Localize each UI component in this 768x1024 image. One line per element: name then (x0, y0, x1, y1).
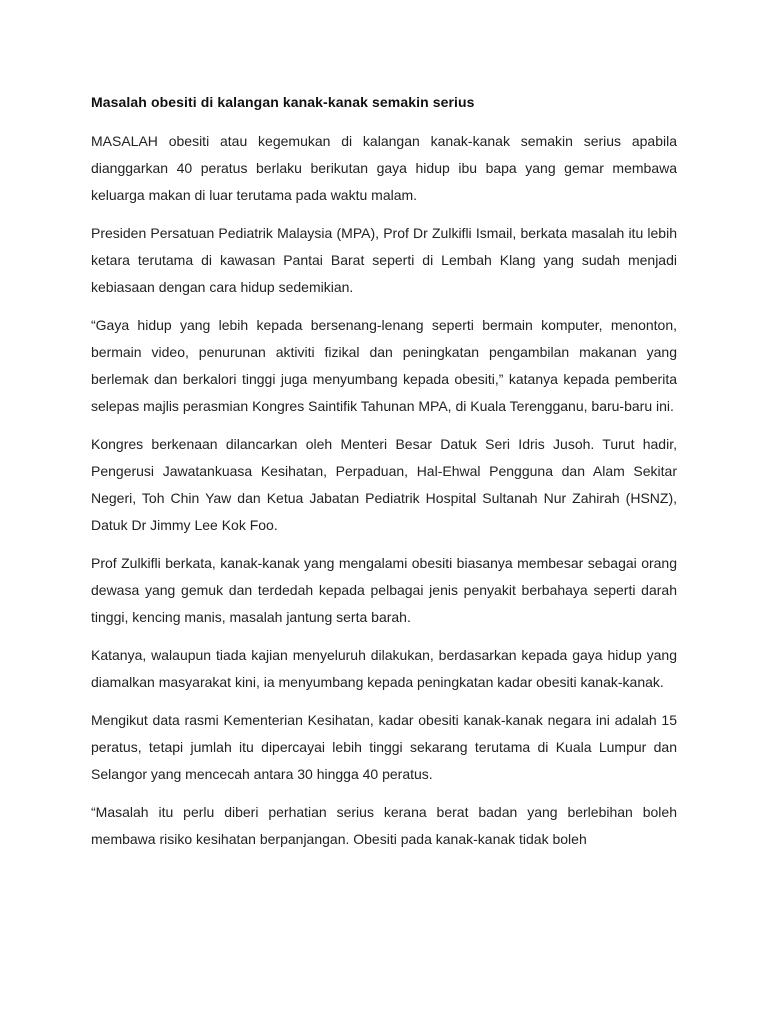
paragraph: Mengikut data rasmi Kementerian Kesihatan, kadar obesiti kanak-kanak negara ini adalah 15 peratus, tetapi jumlah itu dipercayai lebih tinggi sekarang terutama di Kuala Lumpur dan Selangor yang mencecah antara 30 hingga 40 peratus. (91, 712, 677, 782)
paragraph: “Gaya hidup yang lebih kepada bersenang-lenang seperti bermain komputer, menonton, bermain video, penurunan aktiviti fizikal dan peningkatan pengambilan makanan yang berlemak dan berkalori tinggi juga menyumbang kepada obesiti,” katanya kepada pemberita selepas majlis perasmian Kongres Saintifik Tahunan MPA, di Kuala Terengganu, baru-baru ini. (91, 317, 677, 414)
document-title: Masalah obesiti di kalangan kanak-kanak semakin serius (91, 94, 475, 110)
paragraph: Prof Zulkifli berkata, kanak-kanak yang mengalami obesiti biasanya membesar sebagai orang dewasa yang gemuk dan terdedah kepada pelbagai jenis penyakit berbahaya seperti darah tinggi, kencing manis, masalah jantung serta barah. (91, 555, 677, 625)
document-page (91, 84, 677, 864)
paragraph: MASALAH obesiti atau kegemukan di kalangan kanak-kanak semakin serius apabila dianggarkan 40 peratus berlaku berikutan gaya hidup ibu bapa yang gemar membawa keluarga makan di luar terutama pada waktu malam. (91, 133, 677, 203)
paragraph: Katanya, walaupun tiada kajian menyeluruh dilakukan, berdasarkan kepada gaya hidup yang diamalkan masyarakat kini, ia menyumbang kepada peningkatan kadar obesiti kanak-kanak. (91, 647, 677, 690)
paragraph: Kongres berkenaan dilancarkan oleh Menteri Besar Datuk Seri Idris Jusoh. Turut hadir, Pengerusi Jawatankuasa Kesihatan, Perpaduan, Hal-Ehwal Pengguna dan Alam Sekitar Negeri, Toh Chin Yaw dan Ketua Jabatan Pediatrik Hospital Sultanah Nur Zahirah (HSNZ), Datuk Dr Jimmy Lee Kok Foo. (91, 436, 677, 533)
paragraph: “Masalah itu perlu diberi perhatian serius kerana berat badan yang berlebihan boleh membawa risiko kesihatan berpanjangan. Obesiti pada kanak-kanak tidak boleh (91, 804, 677, 847)
paragraph: Presiden Persatuan Pediatrik Malaysia (MPA), Prof Dr Zulkifli Ismail, berkata masalah itu lebih ketara terutama di kawasan Pantai Barat seperti di Lembah Klang yang sudah menjadi kebiasaan dengan cara hidup sedemikian. (91, 225, 677, 295)
